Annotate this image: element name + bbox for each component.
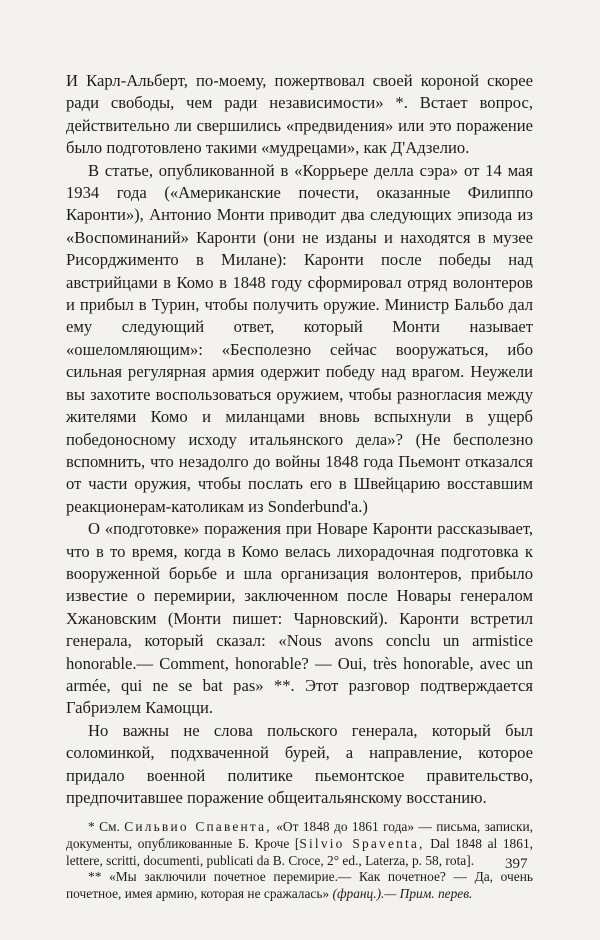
footnote-2 [66, 869, 533, 902]
footnote-1-text-ru: «От 1848 до 1861 года» — письма, записки, документы, опубликованные Б. Кроче [ [66, 819, 533, 851]
paragraph-4: Но важны не слова польского генерала, который был соломинкой, подхваченной бурей, а направление, которое придало военной политике пьемонтское правительство, предпочитавшее поражение общеитальянскому восстанию. [66, 720, 533, 807]
paragraph-3: О «подготовке» поражения при Новаре Каронти рассказывает, что в то время, когда в Комо велась лихорадочная подготовка к вооруженной борьбе и шла организация волонтеров, прибыло известие о перемирии, заключенном после Новары генералом Хжановским (Монти пишет: Чарновский). Каронти встретил генерала, который сказал: «Nous avons conclu un armistice honorable.— Comment, honorable? — Oui, très honorable, avec un armée, qui ne se bat pas» **. Этот разговор подтверждается Габриэлем Камоцци. [66, 519, 533, 718]
page-body [66, 70, 533, 902]
footnote-1 [66, 819, 533, 869]
footnotes [66, 819, 533, 902]
main-text [66, 70, 533, 809]
footnote-2-note: Прим. перев. [399, 885, 473, 901]
paragraph-1: И Карл-Альберт, по-моему, пожертвовал своей короной скорее ради свободы, чем ради независимости» *. Встает вопрос, действительно ли свершились «предвидения» или это поражение было подготовлено такими «мудрецами», как Д'Адзелио. [66, 71, 533, 158]
footnote-2-text: ** «Мы заключили почетное перемирие.— Как почетное? — Да, очень почетное, имея армию, которая не сражалась» [66, 869, 533, 901]
footnote-1-author-ru: Сильвио Спавента, [124, 819, 272, 835]
footnote-2-lang: (франц.).— [332, 885, 397, 901]
footnote-1-author-it: Silvio Spaventa, [299, 836, 425, 851]
page-number: 397 [505, 856, 528, 872]
footnote-1-text-it: Dal 1848 al 1861, lettere, scritti, documenti, publicati da B. Croce, 2° ed., Laterza, p. 58, rota]. [66, 836, 533, 868]
footnote-1-mark: * См. [88, 819, 120, 835]
paragraph-2: В статье, опубликованной в «Коррьере делла сэра» от 14 мая 1934 года («Американские почести, оказанные Филиппо Каронти»), Антонио Монти приводит два следующих эпизода из «Воспоминаний» Каронти (они не изданы и находятся в музее Рисорджименто в Милане): Каронти после победы над австрийцами в Комо в 1848 году сформировал отряд волонтеров и прибыл в Турин, чтобы получить оружие. Министр Бальбо дал ему следующий ответ, который Монти называет «ошеломляющим»: «Бесполезно сейчас вооружаться, ибо сильная регулярная армия одержит победу над врагом. Неужели вы захотите воспользоваться оружием, чтобы разногласия между жителями Комо и миланцами вновь вспыхнули в ущерб победоносному исходу итальянского дела»? (Не бесполезно вспомнить, что незадолго до войны 1848 года Пьемонт отказался от части оружия, чтобы послать его в Швейцарию восставшим реакционерам-католикам из Sonderbund'a.) [66, 160, 533, 516]
